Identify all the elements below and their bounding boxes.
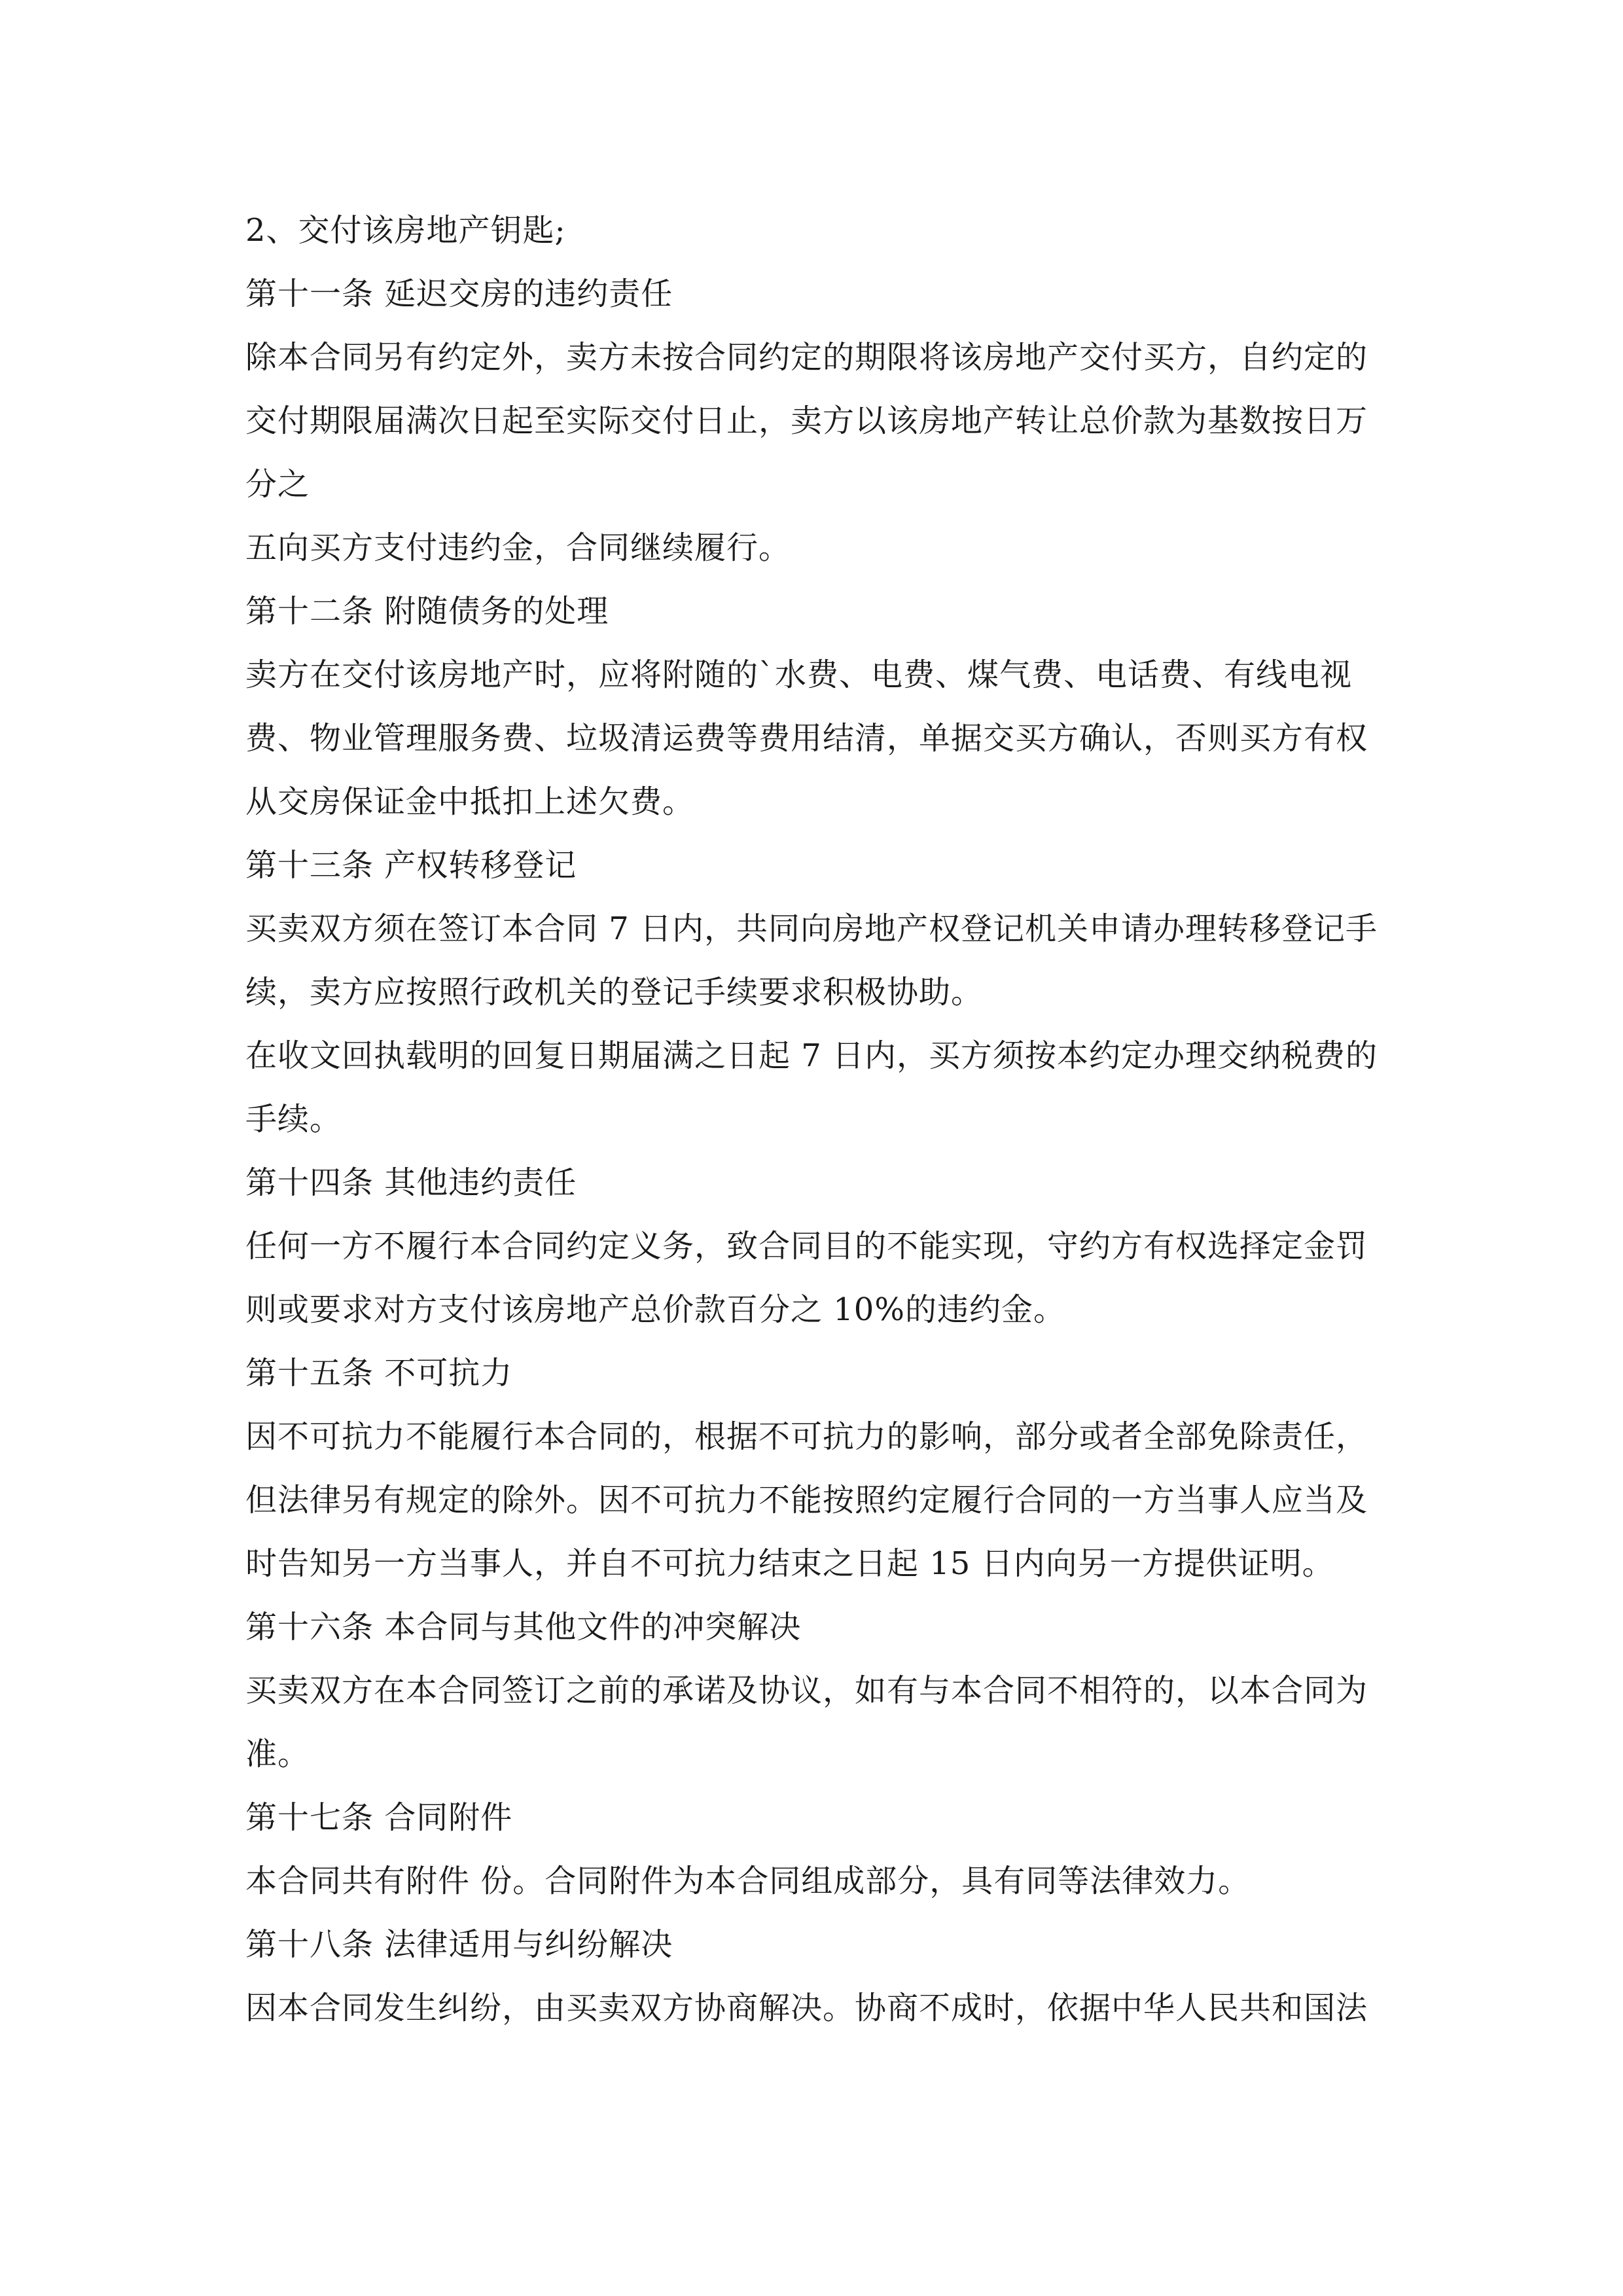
text-line: 分之	[245, 466, 310, 503]
clause-heading: 第十一条 延迟交房的违约责任	[245, 276, 673, 312]
clause-heading: 第十八条 法律适用与纠纷解决	[245, 1926, 673, 1963]
text-line: 在收文回执载明的回复日期届满之日起 7 日内，买方须按本约定办理交纳税费的	[245, 1037, 1378, 1074]
text-line: 任何一方不履行本合同约定义务，致合同目的不能实现，守约方有权选择定金罚	[245, 1228, 1368, 1265]
text-line: 但法律另有规定的除外。因不可抗力不能按照约定履行合同的一方当事人应当及	[245, 1482, 1368, 1518]
text-line: 买卖双方须在签订本合同 7 日内，共同向房地产权登记机关申请办理转移登记手	[245, 910, 1378, 947]
document-body	[245, 199, 1404, 2040]
text-line: 五向买方支付违约金，合同继续履行。	[245, 529, 791, 566]
text-line: 手续。	[245, 1101, 342, 1138]
text-line: 时告知另一方当事人，并自不可抗力结束之日起 15 日内向另一方提供证明。	[245, 1545, 1334, 1582]
clause-heading: 第十三条 产权转移登记	[245, 847, 577, 884]
text-line: 从交房保证金中抵扣上述欠费。	[245, 783, 695, 820]
text-line: 买卖双方在本合同签订之前的承诺及协议，如有与本合同不相符的，以本合同为	[245, 1672, 1368, 1709]
text-line: 因不可抗力不能履行本合同的，根据不可抗力的影响，部分或者全部免除责任，	[245, 1418, 1368, 1455]
text-line: 除本合同另有约定外，卖方未按合同约定的期限将该房地产交付买方，自约定的	[245, 339, 1368, 376]
text-line: 费、物业管理服务费、垃圾清运费等费用结清，单据交买方确认，否则买方有权	[245, 720, 1368, 757]
clause-heading: 第十六条 本合同与其他文件的冲突解决	[245, 1609, 802, 1645]
text-line: 卖方在交付该房地产时，应将附随的`水费、电费、煤气费、电话费、有线电视	[245, 656, 1353, 693]
text-line: 2、交付该房地产钥匙;	[245, 212, 566, 249]
clause-heading: 第十五条 不可抗力	[245, 1355, 513, 1391]
text-line: 交付期限届满次日起至实际交付日止，卖方以该房地产转让总价款为基数按日万	[245, 403, 1368, 439]
clause-heading: 第十七条 合同附件	[245, 1799, 513, 1836]
text-line: 准。	[245, 1736, 310, 1772]
clause-heading: 第十四条 其他违约责任	[245, 1164, 577, 1201]
text-line: 本合同共有附件 份。合同附件为本合同组成部分，具有同等法律效力。	[245, 1863, 1251, 1899]
text-line: 则或要求对方支付该房地产总价款百分之 10%的违约金。	[245, 1291, 1065, 1328]
clause-heading: 第十二条 附随债务的处理	[245, 593, 609, 630]
text-line: 因本合同发生纠纷，由买卖双方协商解决。协商不成时，依据中华人民共和国法	[245, 1990, 1368, 2026]
text-line: 续，卖方应按照行政机关的登记手续要求积极协助。	[245, 974, 984, 1011]
